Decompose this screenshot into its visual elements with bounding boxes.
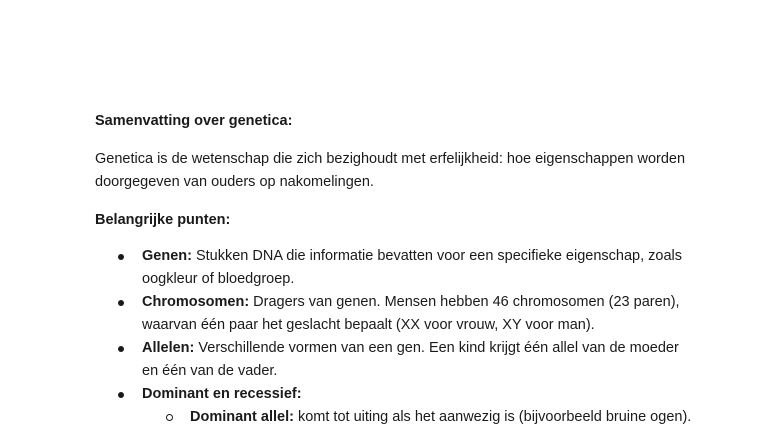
- key-points-list: [95, 245, 695, 429]
- document-page: [95, 110, 695, 429]
- list-item-chromosomen: [95, 291, 695, 337]
- hollow-bullet-icon: [166, 414, 173, 421]
- list-item-text: Stukken DNA die informatie bevatten voor een specifieke eigenschap, zoals oogkleur of bloedgroep.: [142, 248, 683, 287]
- bullet-icon: [118, 300, 124, 306]
- sub-points-list: [142, 406, 695, 429]
- bullet-icon: [118, 392, 124, 398]
- list-item-text: Dragers van genen. Mensen hebben 46 chromosomen (23 paren), waarvan één paar het geslacht bepaalt (XX voor vrouw, XY voor man).: [142, 294, 680, 333]
- list-item-text: Verschillende vormen van een gen. Een kind krijgt één allel van de moeder en één van de vader.: [142, 340, 679, 379]
- section-heading: Belangrijke punten:: [95, 212, 231, 228]
- list-item-dominant-recessief: [95, 383, 695, 429]
- document-title: Samenvatting over genetica:: [95, 113, 293, 129]
- list-item-allelen: [95, 337, 695, 383]
- list-item-term: Genen:: [142, 248, 192, 264]
- bullet-icon: [118, 254, 124, 260]
- sub-list-item-term: Dominant allel:: [190, 409, 294, 425]
- list-item-genen: [95, 245, 695, 291]
- list-item-term: Dominant en recessief:: [142, 386, 302, 402]
- sub-list-item-dominant-allel: [142, 406, 695, 429]
- intro-paragraph: Genetica is de wetenschap die zich bezighoudt met erfelijkheid: hoe eigenschappen worden doorgegeven van ouders op nakomelingen.: [95, 151, 686, 190]
- list-item-term: Allelen:: [142, 340, 195, 356]
- bullet-icon: [118, 346, 124, 352]
- sub-list-item-text: komt tot uiting als het aanwezig is (bijvoorbeeld bruine ogen).: [293, 409, 692, 425]
- list-item-term: Chromosomen:: [142, 294, 250, 310]
